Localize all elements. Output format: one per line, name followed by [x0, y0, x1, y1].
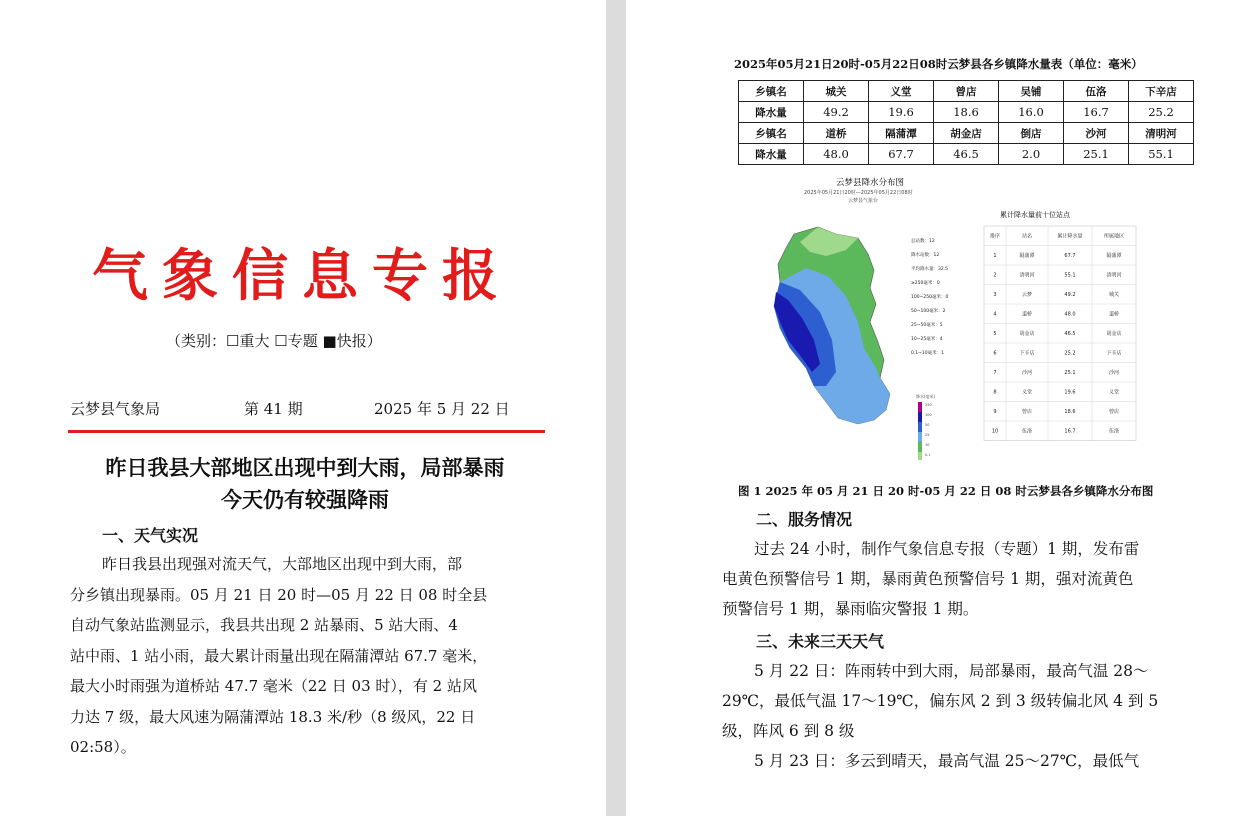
top10-cell: 曾店 — [1021, 409, 1033, 416]
section1-title: 一、天气实况 — [102, 526, 199, 545]
top10-title: 累计降水量前十位站点 — [1000, 211, 1070, 219]
top10-cell: 下辛店 — [1106, 350, 1122, 357]
map-stat: ≥250毫米：0 — [911, 281, 940, 286]
section2-body — [722, 534, 1166, 624]
legend-swatch — [918, 412, 922, 422]
top10-cell: 48.0 — [1064, 311, 1076, 318]
top10-cell: 16.7 — [1064, 428, 1076, 435]
row-label: 降水量 — [739, 102, 804, 123]
value-cell: 16.7 — [1064, 102, 1129, 123]
top10-cell: 2 — [993, 272, 997, 279]
town-cell: 倒店 — [999, 123, 1064, 144]
section3-body — [722, 656, 1166, 776]
map-legend — [916, 393, 936, 460]
top10-header: 站名 — [1021, 233, 1033, 240]
section2-title: 二、服务情况 — [756, 510, 853, 529]
top10-cell: 道桥 — [1108, 311, 1120, 318]
red-divider — [68, 430, 545, 433]
top10-cell: 下辛店 — [1019, 350, 1035, 357]
top10-cell: 18.6 — [1064, 409, 1076, 416]
top10-cell: 1 — [993, 253, 997, 260]
figure-caption: 图 1 2025 年 05 月 21 日 20 时-05 月 22 日 08 时云梦县各乡镇降水分布图 — [738, 484, 1154, 498]
legend-title: 降水(毫米) — [916, 394, 936, 399]
category-opt-special: 专题 — [287, 332, 318, 350]
top10-cell: 25.1 — [1064, 370, 1076, 377]
issue-number: 第 41 期 — [244, 400, 303, 418]
value-cell: 25.2 — [1129, 102, 1194, 123]
top10-cell: 伍洛 — [1021, 428, 1033, 435]
category-opt-express: 快报 — [336, 332, 367, 350]
rain-table-title: 2025年05月21日20时-05月22日08时云梦县各乡镇降水量表（单位：毫米） — [734, 57, 1143, 71]
section1-body — [70, 549, 510, 763]
section1-line: 力达 7 级，最大风速为隔蒲潭站 18.3 米/秒（8 级风，22 日 — [70, 707, 476, 726]
top10-cell: 25.2 — [1064, 350, 1076, 357]
map-stat: 50~100毫米：2 — [911, 309, 946, 314]
top10-cell: 7 — [993, 370, 997, 377]
headline-line2: 今天仍有较强降雨 — [221, 487, 389, 512]
top10-cell: 胡金店 — [1106, 331, 1122, 338]
section3-line: 级，阵风 6 到 8 级 — [722, 722, 855, 740]
legend-swatch — [918, 442, 922, 452]
town-cell: 义堂 — [869, 81, 934, 102]
row-label: 降水量 — [739, 144, 804, 165]
category-label: （类别： — [166, 332, 227, 350]
section1-line: 分乡镇出现暴雨。05 月 21 日 20 时—05 月 22 日 08 时全县 — [70, 585, 488, 604]
page-gutter — [606, 0, 626, 816]
top10-cell: 义堂 — [1021, 389, 1033, 396]
section2-line: 电黄色预警信号 1 期，暴雨黄色预警信号 1 期，强对流黄色 — [722, 570, 1134, 588]
value-cell: 16.0 — [999, 102, 1064, 123]
legend-swatch — [918, 422, 922, 432]
value-cell: 19.6 — [869, 102, 934, 123]
top10-cell: 曾店 — [1108, 409, 1120, 416]
section2-line: 过去 24 小时，制作气象信息专报（专题）1 期，发布雷 — [754, 540, 1140, 558]
legend-value: 100 — [925, 413, 932, 417]
legend-value: 10 — [925, 443, 930, 447]
right-page — [626, 0, 1240, 816]
town-cell: 伍洛 — [1064, 81, 1129, 102]
value-cell: 18.6 — [934, 102, 999, 123]
table-row — [739, 144, 1194, 165]
headline-line1: 昨日我县大部地区出现中到大雨，局部暴雨 — [105, 455, 505, 480]
top10-cell: 胡金店 — [1019, 331, 1035, 338]
town-cell: 下辛店 — [1129, 81, 1194, 102]
town-cell: 曾店 — [934, 81, 999, 102]
map-stat: 25~50毫米：5 — [911, 323, 943, 328]
value-cell: 2.0 — [999, 144, 1064, 165]
town-cell: 隔蒲潭 — [869, 123, 934, 144]
top10-cell: 义堂 — [1108, 389, 1120, 396]
checkbox-empty-icon: ☐ — [226, 332, 240, 350]
top10-cell: 8 — [993, 389, 997, 396]
legend-value: 0.1 — [925, 453, 931, 457]
town-cell: 清明河 — [1129, 123, 1194, 144]
section1-line: 昨日我县出现强对流天气，大部地区出现中到大雨，部 — [102, 555, 463, 573]
top10-cell: 49.2 — [1064, 292, 1076, 299]
rain-distribution-figure — [766, 172, 1146, 462]
map-subtitle: 2025年05月21日20时—2025年05月22日08时 — [804, 190, 913, 196]
row-label: 乡镇名 — [739, 123, 804, 144]
map-stat: 100~250毫米：0 — [911, 295, 949, 300]
masthead-title: 气象信息专报 — [92, 243, 512, 309]
map-stat: 降水站数：12 — [911, 253, 940, 258]
top10-header: 累计降水量 — [1057, 233, 1083, 240]
legend-swatch — [918, 402, 922, 412]
value-cell: 46.5 — [934, 144, 999, 165]
section3-line: 29℃，最低气温 17～19℃，偏东风 2 到 3 级转偏北风 4 到 5 — [722, 692, 1159, 710]
section3-line: 5 月 22 日：阵雨转中到大雨，局部暴雨，最高气温 28～ — [754, 662, 1149, 680]
top10-table — [984, 226, 1136, 441]
map-title: 云梦县降水分布图 — [836, 178, 905, 188]
value-cell: 49.2 — [804, 102, 869, 123]
town-cell: 道桥 — [804, 123, 869, 144]
legend-swatch — [918, 452, 922, 460]
category-line — [166, 330, 382, 351]
table-row — [739, 81, 1194, 102]
top10-cell: 城关 — [1108, 292, 1120, 299]
town-cell: 胡金店 — [934, 123, 999, 144]
category-opt-major: 重大 — [239, 332, 270, 350]
top10-cell: 云梦 — [1021, 292, 1033, 299]
top10-header: 所属地区 — [1103, 233, 1125, 240]
map-stat: 平均降水量：32.5 — [911, 267, 949, 272]
top10-cell: 伍洛 — [1108, 428, 1120, 435]
legend-value: 50 — [925, 423, 930, 427]
legend-value: 250 — [925, 403, 932, 407]
map-stat: 0.1~10毫米：1 — [911, 351, 945, 356]
left-page — [0, 0, 606, 816]
section1-line: 02:58）。 — [70, 738, 136, 756]
town-cell: 吴铺 — [999, 81, 1064, 102]
value-cell: 48.0 — [804, 144, 869, 165]
top10-cell: 19.6 — [1064, 389, 1076, 396]
map-stat: 10~25毫米：4 — [911, 337, 943, 342]
issue-date: 2025 年 5 月 22 日 — [374, 400, 510, 418]
top10-cell: 4 — [993, 311, 997, 318]
section3-line: 5 月 23 日：多云到晴天，最高气温 25～27℃，最低气 — [754, 752, 1140, 770]
section1-line: 自动气象站监测显示，我县共出现 2 站暴雨、5 站大雨、4 — [70, 616, 458, 634]
top10-cell: 55.1 — [1064, 272, 1076, 279]
top10-cell: 67.7 — [1064, 253, 1076, 260]
checkbox-filled-icon: ■ — [322, 332, 337, 350]
value-cell: 55.1 — [1129, 144, 1194, 165]
section1-line: 站中雨、1 站小雨，最大累计雨量出现在隔蒲潭站 67.7 毫米， — [70, 646, 488, 665]
top10-cell: 清明河 — [1019, 272, 1035, 279]
top10-cell: 沙河 — [1108, 370, 1120, 377]
top10-cell: 道桥 — [1021, 311, 1033, 318]
value-cell: 25.1 — [1064, 144, 1129, 165]
top10-cell: 隔蒲潭 — [1106, 253, 1122, 260]
top10-header: 排序 — [989, 233, 1001, 240]
rain-map-svg — [766, 172, 1146, 462]
top10-cell: 沙河 — [1021, 370, 1033, 377]
section3-title: 三、未来三天天气 — [756, 632, 885, 651]
town-cell: 沙河 — [1064, 123, 1129, 144]
top10-cell: 5 — [993, 331, 997, 338]
top10-cell: 隔蒲潭 — [1019, 253, 1035, 260]
legend-swatch — [918, 432, 922, 442]
top10-cell: 6 — [993, 350, 997, 357]
table-row — [739, 123, 1194, 144]
checkbox-empty-icon: ☐ — [274, 332, 288, 350]
value-cell: 67.7 — [869, 144, 934, 165]
map-stat: 总站数：12 — [911, 239, 935, 244]
section1-line: 最大小时雨强为道桥站 47.7 毫米（22 日 03 时），有 2 站风 — [70, 677, 477, 695]
top10-cell: 清明河 — [1106, 272, 1122, 279]
legend-value: 25 — [925, 433, 930, 437]
section2-line: 预警信号 1 期，暴雨临灾警报 1 期。 — [722, 600, 979, 618]
map-source: 云梦县气象台 — [848, 198, 879, 204]
map-stats — [911, 237, 948, 356]
category-close: ） — [366, 332, 382, 350]
issuer-org: 云梦县气象局 — [70, 400, 161, 418]
rain-table — [738, 80, 1194, 165]
table-row — [739, 102, 1194, 123]
town-cell: 城关 — [804, 81, 869, 102]
top10-cell: 3 — [993, 292, 997, 299]
top10-cell: 46.5 — [1064, 331, 1076, 338]
row-label: 乡镇名 — [739, 81, 804, 102]
top10-cell: 9 — [993, 409, 997, 416]
top10-cell: 10 — [991, 428, 999, 435]
